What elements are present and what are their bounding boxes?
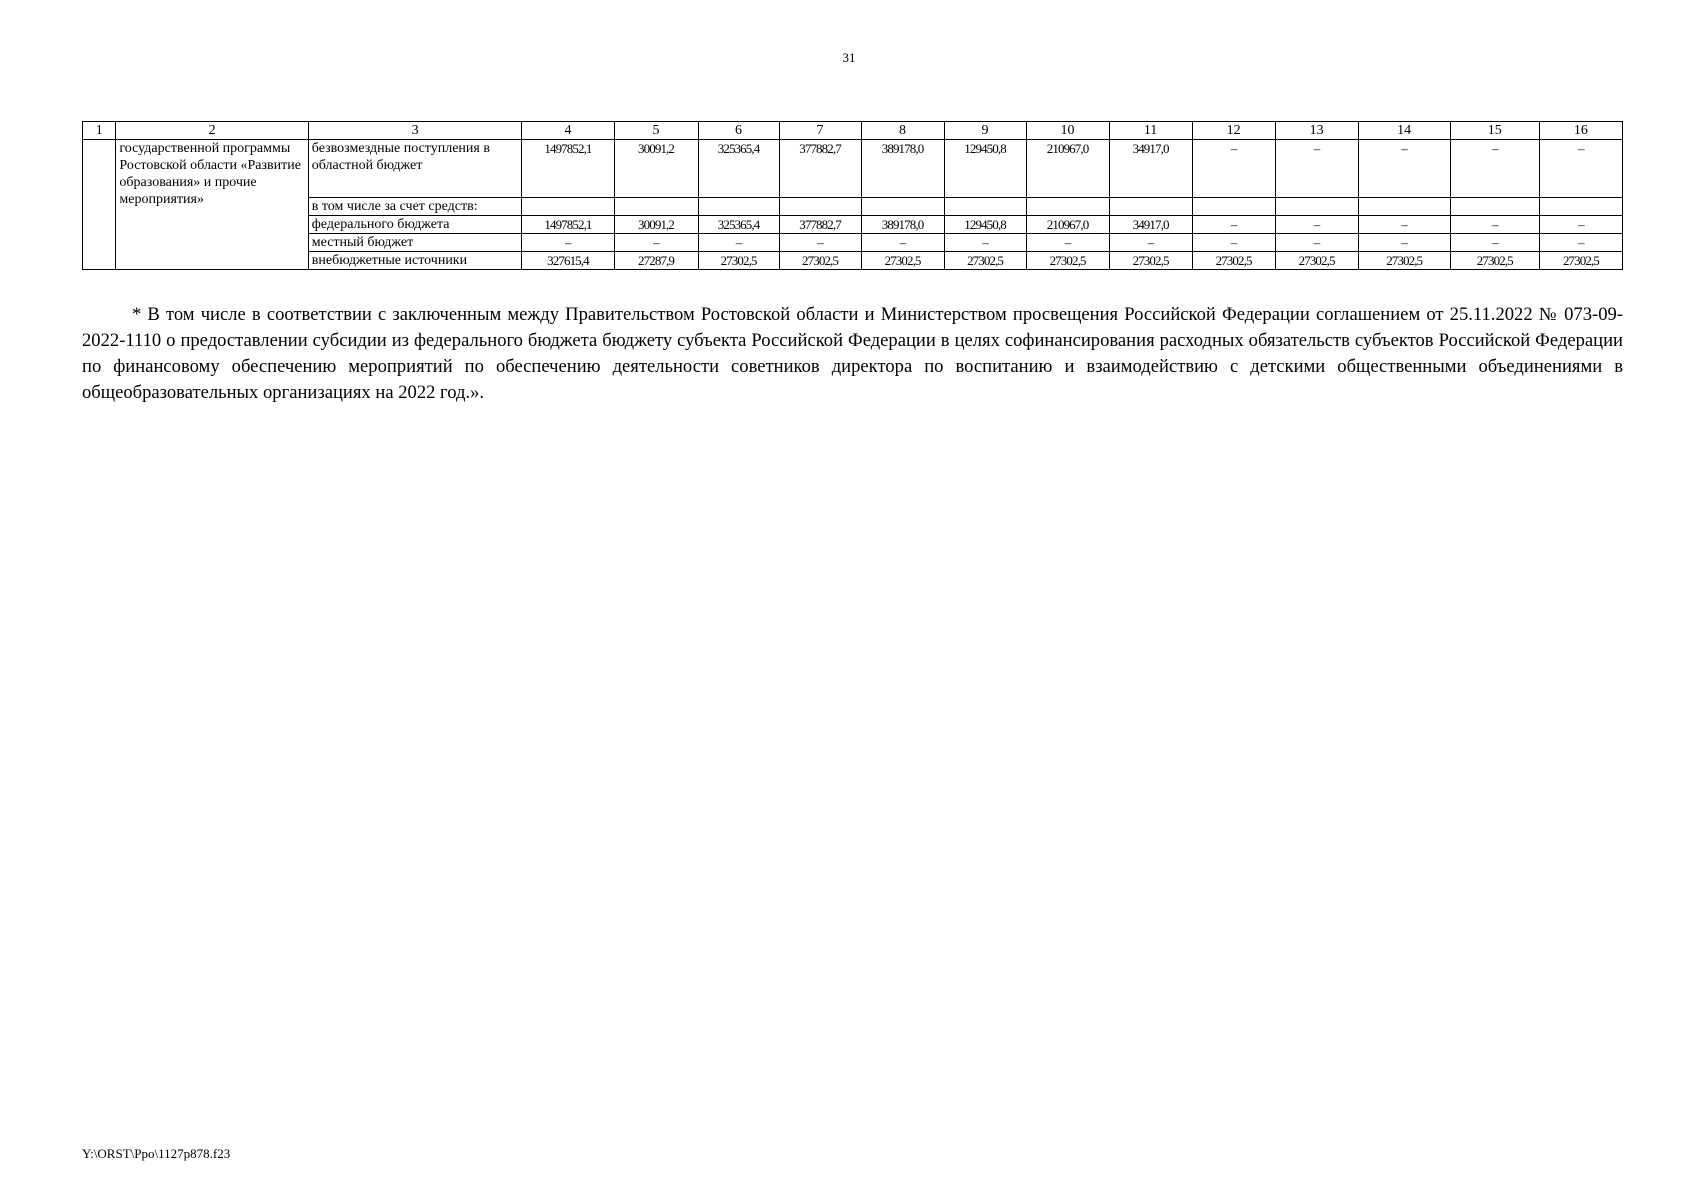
value-cell: – [1275, 234, 1358, 252]
value-cell: – [1450, 140, 1539, 198]
value-cell: – [1539, 234, 1622, 252]
value-cell [1539, 198, 1622, 216]
value-cell: 27302,5 [1192, 252, 1275, 270]
value-cell: – [1539, 216, 1622, 234]
value-cell: 34917,0 [1109, 216, 1192, 234]
value-cell: – [1358, 216, 1450, 234]
table-row [83, 216, 1623, 234]
value-cell: 327615,4 [522, 252, 614, 270]
value-cell: 325365,4 [698, 140, 779, 198]
header-cell: 7 [779, 122, 861, 140]
value-cell: – [1450, 216, 1539, 234]
value-cell: – [861, 234, 944, 252]
value-cell [1192, 198, 1275, 216]
value-cell [522, 198, 614, 216]
value-cell: 1497852,1 [522, 140, 614, 198]
value-cell: – [614, 234, 698, 252]
value-cell: – [1109, 234, 1192, 252]
value-cell: 27302,5 [1109, 252, 1192, 270]
value-cell: 1497852,1 [522, 216, 614, 234]
header-cell: 9 [944, 122, 1026, 140]
value-cell [1358, 198, 1450, 216]
value-cell: 389178,0 [861, 140, 944, 198]
value-cell: 210967,0 [1026, 140, 1109, 198]
value-cell: – [522, 234, 614, 252]
value-cell: 210967,0 [1026, 216, 1109, 234]
value-cell: 389178,0 [861, 216, 944, 234]
value-cell: – [1450, 234, 1539, 252]
value-cell: 27302,5 [1275, 252, 1358, 270]
funding-source-label: федерального бюджета [308, 216, 522, 234]
table-header-row [83, 122, 1623, 140]
header-cell: 14 [1358, 122, 1450, 140]
value-cell: – [779, 234, 861, 252]
header-cell: 15 [1450, 122, 1539, 140]
value-cell: 27302,5 [779, 252, 861, 270]
header-cell: 16 [1539, 122, 1622, 140]
page-number: 31 [842, 50, 856, 65]
value-cell [1275, 198, 1358, 216]
value-cell: 27302,5 [698, 252, 779, 270]
value-cell [614, 198, 698, 216]
row-number-cell [83, 140, 116, 270]
header-cell: 11 [1109, 122, 1192, 140]
value-cell: – [1026, 234, 1109, 252]
funding-source-label: в том числе за счет средств: [308, 198, 522, 216]
value-cell: 27302,5 [944, 252, 1026, 270]
value-cell [1109, 198, 1192, 216]
funding-source-label: местный бюджет [308, 234, 522, 252]
value-cell: 30091,2 [614, 216, 698, 234]
funding-source-label: безвозмездные поступления в областной бюджет [308, 140, 522, 198]
table-row [83, 140, 1623, 198]
value-cell: 27302,5 [861, 252, 944, 270]
header-cell: 1 [83, 122, 116, 140]
header-cell: 5 [614, 122, 698, 140]
table-row [83, 252, 1623, 270]
value-cell: 34917,0 [1109, 140, 1192, 198]
value-cell: 129450,8 [944, 216, 1026, 234]
value-cell: 27302,5 [1450, 252, 1539, 270]
value-cell: 325365,4 [698, 216, 779, 234]
value-cell: 377882,7 [779, 216, 861, 234]
header-cell: 13 [1275, 122, 1358, 140]
value-cell: – [1275, 140, 1358, 198]
header-cell: 12 [1192, 122, 1275, 140]
value-cell: – [1192, 234, 1275, 252]
value-cell: 27302,5 [1358, 252, 1450, 270]
value-cell [861, 198, 944, 216]
value-cell: – [698, 234, 779, 252]
header-cell: 3 [308, 122, 522, 140]
value-cell: – [1358, 140, 1450, 198]
value-cell: – [1275, 216, 1358, 234]
value-cell: – [1358, 234, 1450, 252]
table-row [83, 198, 1623, 216]
value-cell [698, 198, 779, 216]
funding-source-label: внебюджетные источники [308, 252, 522, 270]
value-cell: 27302,5 [1026, 252, 1109, 270]
value-cell [1026, 198, 1109, 216]
table-row [83, 234, 1623, 252]
file-path: Y:\ORST\Ppo\1127p878.f23 [82, 1146, 231, 1161]
value-cell: 129450,8 [944, 140, 1026, 198]
value-cell: – [944, 234, 1026, 252]
header-cell: 8 [861, 122, 944, 140]
value-cell: 377882,7 [779, 140, 861, 198]
value-cell: – [1192, 216, 1275, 234]
header-cell: 2 [116, 122, 308, 140]
value-cell: 27287,9 [614, 252, 698, 270]
value-cell: – [1192, 140, 1275, 198]
program-name-cell: государственной программы Ростовской области «Развитие образования» и прочие мероприятия» [116, 140, 308, 270]
value-cell: 30091,2 [614, 140, 698, 198]
value-cell [779, 198, 861, 216]
header-cell: 4 [522, 122, 614, 140]
value-cell: 27302,5 [1539, 252, 1622, 270]
header-cell: 10 [1026, 122, 1109, 140]
value-cell [1450, 198, 1539, 216]
budget-table [82, 121, 1623, 270]
value-cell [944, 198, 1026, 216]
value-cell: – [1539, 140, 1622, 198]
header-cell: 6 [698, 122, 779, 140]
footnote: * В том числе в соответствии с заключенным между Правительством Ростовской области и Министерством просвещения Российской Федерации соглашением от 25.11.2022 № 073-09-2022-1110 о предоставлении субсидии из федерального бюджета бюджету субъекта Российской Федерации в целях софинансирования расходных обязательств субъектов Российской Федерации по финансовому обеспечению мероприятий по обеспечению деятельности советников директора по воспитанию и взаимодействию с детскими общественными объединениями в общеобразовательных организациях на 2022 год.». [82, 304, 1623, 403]
